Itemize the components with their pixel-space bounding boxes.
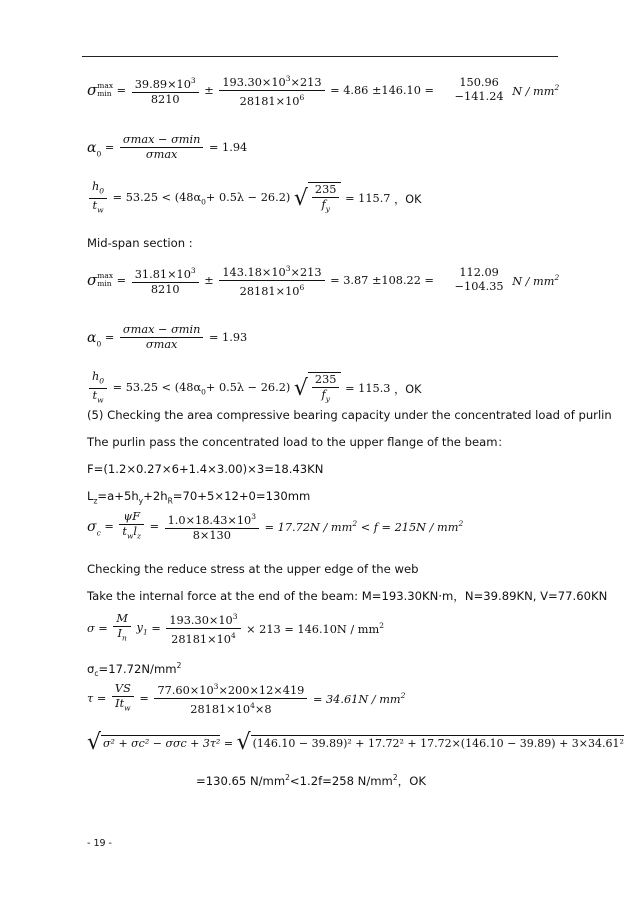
num2-tail: ×200×12×419	[218, 683, 305, 697]
alpha-result: = 1.94	[209, 141, 248, 154]
equals: =	[116, 83, 127, 97]
t-var: t	[92, 199, 98, 213]
equation-h0-tw-midspan	[87, 370, 421, 408]
f1-num-exp: 3	[190, 75, 196, 85]
sigma-c-rhs-exp: 2	[352, 519, 358, 529]
alpha-num: σmax − σmin	[120, 133, 204, 148]
internal-force-text: Take the internal force at the end of the beam: M=193.30KN·m，N=39.89KN, V=77.60KN	[87, 589, 608, 603]
fraction-1	[132, 74, 199, 107]
min-label: min	[97, 279, 112, 289]
m-var: M	[113, 612, 131, 627]
alpha-symbol: α	[87, 329, 97, 346]
sqrt-fraction	[312, 183, 340, 216]
tau-rhs-exp: 2	[400, 690, 406, 700]
sigma-c-line	[87, 659, 181, 681]
max-label: max	[97, 81, 114, 91]
max-label: max	[97, 271, 114, 281]
lz-d: =70+5×12+0=130mm	[172, 489, 311, 503]
equation-sigma-end	[87, 72, 559, 109]
sigma-c-rhs: = 17.72N / mm	[264, 521, 353, 534]
final-result-line	[196, 771, 426, 788]
tau-lhs: τ =	[87, 691, 107, 705]
sigma-c-exp: 2	[176, 661, 182, 670]
f1-den: 8210	[150, 282, 180, 296]
num2-exp: 3	[251, 512, 257, 522]
equation-sigma-c	[87, 510, 463, 543]
sigma-c-fraction-2	[165, 510, 259, 543]
den2: 8×130	[192, 529, 231, 542]
equals: =	[139, 691, 149, 705]
l-var: l	[133, 525, 138, 538]
ok-label: ，OK	[394, 382, 422, 396]
it-sub: w	[124, 702, 131, 712]
lz-a: L	[87, 489, 94, 503]
sigma-c-cmp-exp: 2	[458, 519, 464, 529]
f2-num-tail: ×213	[290, 75, 322, 89]
limit-expr-sub: 0	[201, 387, 206, 397]
f2-num: 193.30×10	[222, 75, 286, 89]
purlin-text: The purlin pass the concentrated load to the upper flange of the beam：	[87, 435, 510, 449]
num2-exp: 3	[213, 682, 219, 691]
limit-expr-a: = 53.25 < (48α	[112, 191, 202, 205]
y1	[137, 621, 148, 636]
sigma-c-a: σ	[87, 661, 95, 676]
final-c: ，OK	[397, 773, 426, 788]
plus-minus: ±	[204, 83, 214, 97]
reduced-stress-left: σ² + σc² − σσc + 3τ²	[103, 736, 221, 750]
lz-a-sub: z	[93, 496, 98, 506]
lz-calculation	[87, 489, 310, 508]
f1-num: 31.81×10	[134, 267, 191, 281]
num2: 77.60×10	[157, 683, 214, 697]
num2: 193.30×10	[169, 613, 233, 627]
min-label: min	[97, 89, 112, 99]
sqrt-den: f	[321, 197, 326, 211]
sigma-c-b: =17.72N/mm	[98, 661, 177, 676]
alpha-sub: 0	[96, 339, 102, 349]
den2-exp: 4	[230, 630, 236, 640]
sqrt-num: 235	[312, 183, 340, 198]
vs-var: VS	[112, 682, 134, 697]
f2-den: 28181×10	[239, 284, 300, 298]
f2-num: 143.18×10	[222, 265, 286, 279]
sqrt-den: f	[321, 387, 326, 401]
equation-h0-tw-end	[87, 180, 421, 218]
unit	[512, 273, 559, 288]
fraction-2	[219, 262, 324, 299]
alpha-den: σmax	[145, 338, 178, 351]
equation-reduced-stress	[87, 732, 624, 754]
alpha-den: σmax	[145, 148, 178, 161]
unit-exp: 2	[554, 82, 560, 92]
h-sub: 0	[99, 186, 105, 196]
equation-tau	[87, 680, 405, 717]
sqrt-icon: √	[293, 375, 308, 401]
m-in-fraction	[113, 612, 131, 645]
equals: =	[223, 736, 234, 750]
lz-c-sub: R	[167, 496, 173, 506]
num2: 1.0×18.43×10	[167, 514, 252, 527]
alpha-num: σmax − σmin	[120, 323, 204, 338]
f-calculation: F=(1.2×0.27×6+1.4×3.00)×3=18.43KN	[87, 462, 324, 476]
header-rule	[82, 56, 558, 57]
sqrt-num: 235	[312, 373, 340, 388]
reduced-stress-right: (146.10 − 39.89)² + 17.72² + 17.72×(146.10 − 39.89) + 3×34.61²	[252, 736, 624, 750]
alpha-symbol: α	[87, 139, 97, 156]
limit-result: = 115.7	[345, 192, 391, 206]
result-bottom: −141.24	[454, 90, 504, 104]
f2-num-tail: ×213	[290, 265, 322, 279]
equation-alpha-midspan	[87, 323, 247, 352]
h0-tw-fraction: $\frac{h_0}{t_w}$	[89, 370, 107, 408]
y-sub: 1	[142, 626, 148, 636]
result-top: 112.09	[459, 266, 499, 280]
sigma-m-result	[246, 621, 384, 636]
sigma-lhs: σ =	[87, 621, 108, 635]
f2-den: 28181×10	[239, 94, 300, 108]
result-stack	[452, 76, 507, 104]
equation-alpha-end	[87, 133, 247, 162]
h-var: h	[92, 180, 100, 193]
sigma-c-cmp: < f = 215N / mm	[357, 521, 459, 534]
result-bottom: −104.35	[454, 280, 504, 294]
unit-text: N / mm	[512, 274, 555, 288]
equals: =	[149, 520, 160, 534]
sigma-c-fraction-1	[119, 510, 144, 543]
f1-den: 8210	[150, 92, 180, 106]
limit-expr-b: + 0.5λ − 26.2)	[205, 191, 291, 205]
plus-minus: ±	[204, 273, 214, 287]
sigma-m-fraction	[166, 610, 240, 647]
final-b: <1.2f=258 N/mm	[289, 773, 393, 788]
limit-expr	[113, 191, 291, 206]
unit-text: N / mm	[512, 84, 555, 98]
limit-expr-sub: 0	[201, 197, 206, 207]
equation-sigma-m	[87, 610, 384, 647]
sqrt-fraction	[312, 373, 340, 406]
sigma-symbol: σ	[87, 81, 98, 100]
lz-c: +2h	[143, 489, 168, 503]
equals: =	[151, 621, 161, 635]
den2: 28181×10	[190, 702, 251, 716]
i-sub: n	[121, 632, 127, 642]
page-number: - 19 -	[87, 838, 112, 849]
sigma-m-rhs-exp: 2	[379, 620, 384, 630]
sigma-c-symbol: σ	[87, 518, 97, 535]
max-min-stack	[97, 272, 113, 288]
sqrt-den-sub: y	[325, 203, 330, 213]
den2-exp: 4	[250, 700, 255, 710]
limit-result: = 115.3	[345, 382, 391, 396]
i-var: I	[117, 626, 122, 640]
alpha-sub: 0	[96, 149, 102, 159]
sqrt-icon: √	[87, 730, 102, 755]
f2-den-exp: 6	[299, 282, 305, 292]
it-var: It	[115, 696, 125, 710]
limit-expr-b: + 0.5λ − 26.2)	[205, 381, 291, 395]
sigma-c-sub: c	[96, 528, 101, 538]
mid-result: = 3.87 ±108.22 =	[330, 273, 434, 287]
lz-b-sub: y	[138, 496, 144, 506]
f1-num-exp: 3	[190, 265, 196, 275]
alpha-fraction	[120, 323, 204, 352]
l-sub: z	[137, 531, 141, 541]
final-exp1: 2	[285, 773, 290, 782]
equals: =	[104, 520, 114, 534]
sigma-symbol: σ	[87, 271, 98, 290]
final-exp2: 2	[392, 773, 398, 782]
lz-b: =a+5h	[97, 489, 139, 503]
unit	[512, 83, 559, 98]
alpha-result: = 1.93	[209, 331, 248, 344]
limit-expr-a: = 53.25 < (48α	[112, 381, 202, 395]
reduce-stress-text: Checking the reduce stress at the upper edge of the web	[87, 562, 419, 576]
ok-label: ，OK	[394, 192, 422, 206]
fraction-2	[219, 72, 324, 109]
equals: =	[104, 141, 115, 154]
sigma-m-rhs: × 213 = 146.10N / mm	[246, 622, 380, 636]
max-min-stack	[97, 82, 113, 98]
tau-result	[313, 691, 405, 706]
f2-den-exp: 6	[299, 92, 305, 102]
section-5-heading: (5) Checking the area compressive bearing capacity under the concentrated load of purlin	[87, 408, 612, 422]
sqrt-icon: √	[236, 730, 251, 755]
sigma-c-sub: c	[94, 669, 99, 679]
unit-exp: 2	[554, 272, 560, 282]
psi-f: ψF	[119, 510, 144, 525]
mid-span-label: Mid-span section :	[87, 236, 193, 250]
t-sub: w	[126, 531, 134, 541]
sqrt-den-sub: y	[325, 393, 330, 403]
t-sub: w	[97, 205, 104, 215]
f2-num-exp: 3	[285, 264, 291, 273]
sigma-c-result	[265, 519, 464, 534]
equation-sigma-midspan	[87, 262, 559, 299]
t-var: t	[122, 525, 127, 538]
result-stack	[452, 266, 507, 294]
sqrt-icon: √	[293, 185, 308, 211]
num2-exp: 3	[232, 612, 238, 621]
den2-tail: ×8	[254, 702, 272, 716]
f2-num-exp: 3	[285, 74, 291, 83]
f1-num: 39.89×10	[134, 77, 191, 91]
alpha-fraction	[120, 133, 204, 162]
vs-it-fraction	[112, 682, 134, 715]
tau-fraction	[154, 680, 307, 717]
final-a: =130.65 N/mm	[196, 773, 286, 788]
result-top: 150.96	[459, 76, 499, 90]
fraction-1	[132, 264, 199, 297]
h0-tw-fraction	[89, 180, 107, 218]
y-var: y	[136, 620, 143, 634]
equals: =	[116, 273, 127, 287]
tau-rhs: = 34.61N / mm	[312, 692, 401, 706]
equals: =	[104, 331, 115, 344]
limit-expr	[113, 381, 291, 396]
den2: 28181×10	[171, 632, 231, 646]
mid-result: = 4.86 ±146.10 =	[330, 83, 434, 97]
sqrt-body	[308, 182, 342, 216]
sqrt-body	[308, 372, 342, 406]
